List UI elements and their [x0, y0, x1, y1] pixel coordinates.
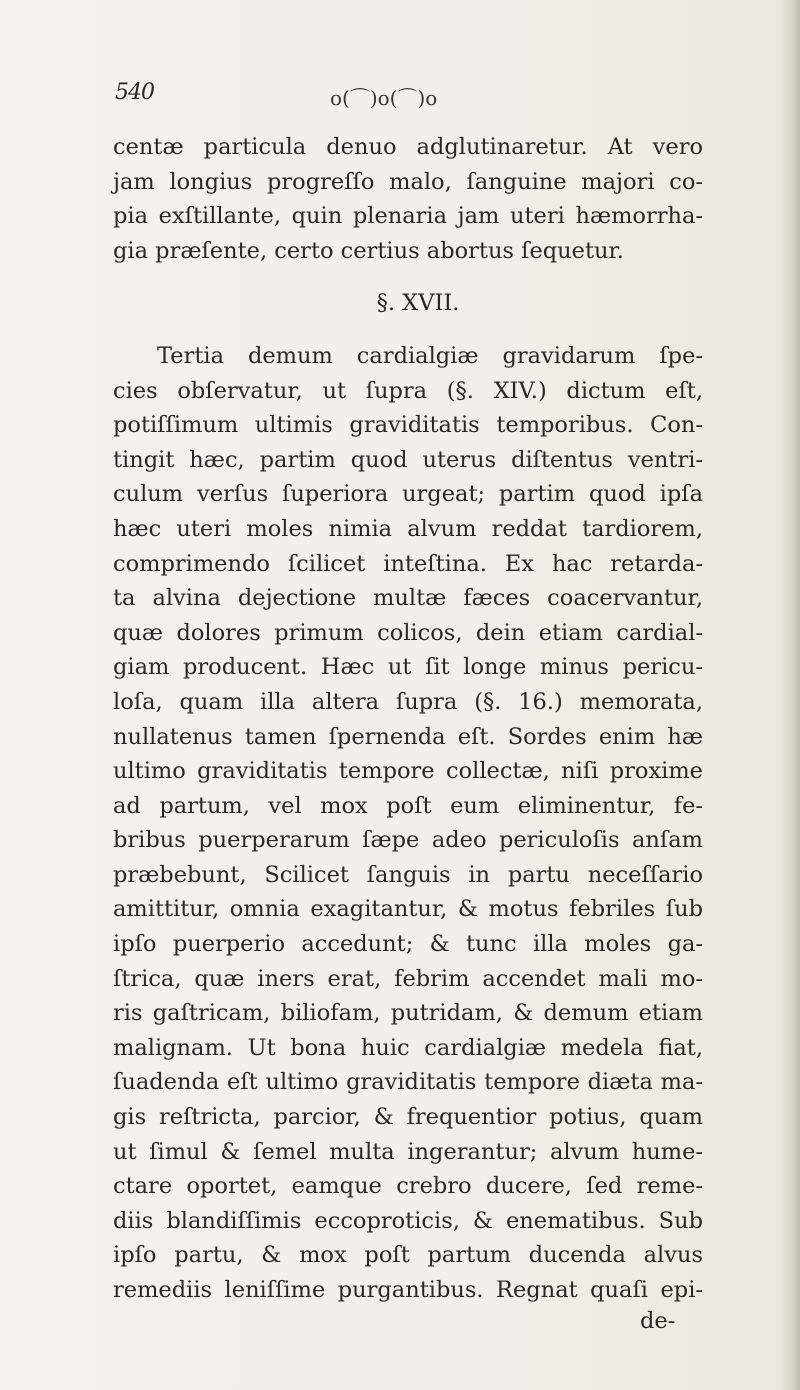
text-line: bribus puerperarum ſæpe adeo periculoſis anſam	[113, 827, 703, 854]
text-line: loſa, quam illa altera ſupra (§. 16.) memorata,	[113, 688, 703, 715]
text-line: quæ dolores primum colicos, dein etiam cardial-	[113, 619, 703, 646]
page-number: 540	[115, 80, 154, 105]
text-line: potiſſimum ultimis graviditatis temporibus. Con-	[113, 412, 703, 439]
text-line: ultimo graviditatis tempore collectæ, niſi proxime	[113, 758, 703, 785]
text-line: ta alvina dejectione multæ fæces coacervantur,	[113, 585, 703, 612]
text-line: ipſo partu, & mox poſt partum ducenda alvus	[113, 1242, 703, 1269]
text-line: pia exſtillante, quin plenaria jam uteri hæmorrha-	[113, 203, 703, 230]
text-line: culum verſus ſuperiora urgeat; partim quod ipſa	[113, 481, 703, 508]
text-line: remediis leniſſime purgantibus. Regnat quaſi epi-	[113, 1277, 703, 1303]
text-line: ſtrica, quæ iners erat, febrim accendet mali mo-	[113, 965, 703, 992]
text-line: ris gaſtricam, biliofam, putridam, & demum etiam	[113, 1000, 703, 1027]
text-line: centæ particula denuo adglutinaretur. At vero	[113, 134, 703, 160]
text-line: ipſo puerperio accedunt; & tunc illa moles ga-	[113, 931, 703, 958]
page-edge-shadow	[778, 0, 800, 1390]
catchword: de-	[640, 1308, 676, 1334]
text-line: Tertia demum cardialgiæ gravidarum ſpe-	[157, 342, 703, 369]
paragraph-1	[113, 130, 703, 268]
paragraph-2	[113, 339, 703, 1308]
text-line: malignam. Ut bona huic cardialgiæ medela fiat,	[113, 1034, 703, 1061]
header-ornament: o(⌒)o(⌒)o	[330, 86, 438, 110]
text-line: diis blandiſſimis eccoproticis, & enematibus. Sub	[113, 1207, 703, 1234]
text-line: ad partum, vel mox poſt eum eliminentur, fe-	[113, 792, 703, 819]
text-line: ut ſimul & ſemel multa ingerantur; alvum hume-	[113, 1138, 703, 1165]
text-line: giam producent. Hæc ut ſit longe minus pericu-	[113, 654, 703, 681]
text-line: amittitur, omnia exagitantur, & motus febriles ſub	[113, 896, 703, 923]
text-line: ctare oportet, eamque crebro ducere, ſed reme-	[113, 1173, 703, 1200]
text-line: hæc uteri moles nimia alvum reddat tardiorem,	[113, 515, 703, 542]
text-line: præbebunt, Scilicet ſanguis in partu neceſſario	[113, 861, 703, 888]
page-header	[115, 80, 695, 120]
text-line: cies obſervatur, ut ſupra (§. XIV.) dictum eſt,	[113, 377, 703, 404]
text-line: tingit hæc, partim quod uterus diſtentus ventri-	[113, 446, 703, 473]
text-line: nullatenus tamen ſpernenda eſt. Sordes enim hæ	[113, 723, 703, 750]
text-line: gis reſtricta, parcior, & frequentior potius, quam	[113, 1104, 703, 1131]
body-text	[113, 130, 703, 1308]
text-line: jam longius progreſſo malo, ſanguine majori co-	[113, 168, 703, 195]
section-heading: §. XVII.	[376, 290, 460, 317]
text-line: ſuadenda eſt ultimo graviditatis tempore diæta ma-	[113, 1069, 703, 1096]
text-line: gia præſente, certo certius abortus ſequetur.	[113, 237, 624, 264]
text-line: comprimendo ſcilicet inteſtina. Ex hac retarda-	[113, 550, 703, 577]
